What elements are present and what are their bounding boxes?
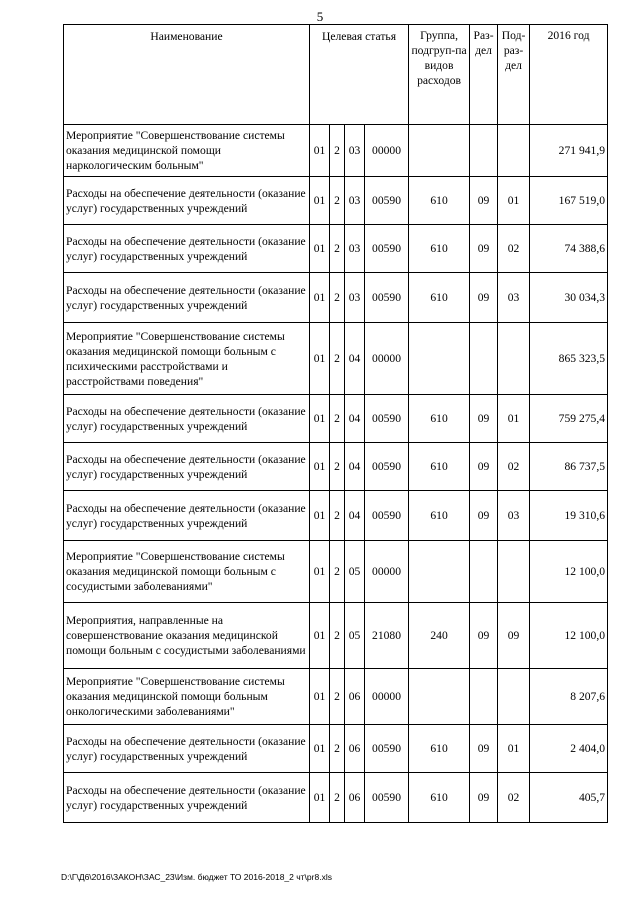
amount-2016: 865 323,5 [530, 323, 608, 395]
row-name: Расходы на обеспечение деятельности (оказание услуг) государственных учреждений [64, 491, 310, 541]
target-program: 01 [310, 323, 330, 395]
amount-2016: 2 404,0 [530, 725, 608, 773]
target-subprogram: 2 [330, 225, 345, 273]
section-code: 09 [470, 603, 498, 669]
target-program: 01 [310, 125, 330, 177]
target-direction: 00590 [365, 273, 409, 323]
target-direction: 00000 [365, 669, 409, 725]
section-code [470, 541, 498, 603]
target-program: 01 [310, 491, 330, 541]
table-row [64, 491, 608, 541]
expense-group: 610 [409, 395, 470, 443]
expense-group: 610 [409, 443, 470, 491]
target-subprogram: 2 [330, 443, 345, 491]
section-code: 09 [470, 725, 498, 773]
target-program: 01 [310, 725, 330, 773]
target-direction: 00000 [365, 323, 409, 395]
amount-2016: 405,7 [530, 773, 608, 823]
expense-group: 610 [409, 773, 470, 823]
amount-2016: 12 100,0 [530, 541, 608, 603]
target-direction: 00590 [365, 773, 409, 823]
header-name: Наименование [64, 25, 310, 125]
target-program: 01 [310, 603, 330, 669]
row-name: Расходы на обеспечение деятельности (оказание услуг) государственных учреждений [64, 443, 310, 491]
budget-table [63, 24, 608, 823]
target-subprogram: 2 [330, 669, 345, 725]
target-subprogram: 2 [330, 725, 345, 773]
target-direction: 00000 [365, 125, 409, 177]
target-program: 01 [310, 177, 330, 225]
section-code: 09 [470, 395, 498, 443]
target-subprogram: 2 [330, 603, 345, 669]
subsection-code: 02 [498, 773, 530, 823]
section-code: 09 [470, 273, 498, 323]
row-name: Мероприятие "Совершенствование системы оказания медицинской помощи наркологическим больным" [64, 125, 310, 177]
target-direction: 00590 [365, 491, 409, 541]
subsection-code: 02 [498, 443, 530, 491]
target-subprogram: 2 [330, 177, 345, 225]
table-row [64, 225, 608, 273]
target-program: 01 [310, 273, 330, 323]
table-row [64, 125, 608, 177]
header-subsection: Под-раз-дел [498, 25, 530, 125]
target-subprogram: 2 [330, 323, 345, 395]
subsection-code [498, 125, 530, 177]
target-direction: 21080 [365, 603, 409, 669]
section-code: 09 [470, 225, 498, 273]
expense-group: 610 [409, 273, 470, 323]
section-code: 09 [470, 491, 498, 541]
target-subprogram: 2 [330, 395, 345, 443]
section-code: 09 [470, 773, 498, 823]
target-direction: 00590 [365, 177, 409, 225]
amount-2016: 19 310,6 [530, 491, 608, 541]
row-name: Расходы на обеспечение деятельности (оказание услуг) государственных учреждений [64, 725, 310, 773]
target-activity: 06 [345, 773, 365, 823]
target-program: 01 [310, 773, 330, 823]
table-header-row [64, 25, 608, 125]
expense-group [409, 669, 470, 725]
file-path-footer: D:\Г\Д6\2016\ЗАКОН\ЗАС_23\Изм. бюджет ТО 2016-2018_2 чт\pr8.xls [61, 872, 332, 882]
header-year: 2016 год [530, 25, 608, 125]
amount-2016: 86 737,5 [530, 443, 608, 491]
header-target: Целевая статья [310, 25, 409, 125]
target-activity: 03 [345, 225, 365, 273]
target-activity: 03 [345, 177, 365, 225]
row-name: Расходы на обеспечение деятельности (оказание услуг) государственных учреждений [64, 225, 310, 273]
subsection-code [498, 323, 530, 395]
amount-2016: 167 519,0 [530, 177, 608, 225]
subsection-code [498, 541, 530, 603]
target-subprogram: 2 [330, 125, 345, 177]
target-program: 01 [310, 443, 330, 491]
table-row [64, 603, 608, 669]
target-program: 01 [310, 225, 330, 273]
expense-group: 240 [409, 603, 470, 669]
target-activity: 06 [345, 725, 365, 773]
subsection-code [498, 669, 530, 725]
amount-2016: 271 941,9 [530, 125, 608, 177]
header-section: Раз-дел [470, 25, 498, 125]
amount-2016: 30 034,3 [530, 273, 608, 323]
amount-2016: 12 100,0 [530, 603, 608, 669]
row-name: Расходы на обеспечение деятельности (оказание услуг) государственных учреждений [64, 395, 310, 443]
target-subprogram: 2 [330, 541, 345, 603]
target-activity: 05 [345, 541, 365, 603]
section-code [470, 669, 498, 725]
row-name: Расходы на обеспечение деятельности (оказание услуг) государственных учреждений [64, 177, 310, 225]
target-program: 01 [310, 669, 330, 725]
table-row [64, 773, 608, 823]
target-activity: 03 [345, 125, 365, 177]
expense-group: 610 [409, 491, 470, 541]
target-direction: 00590 [365, 725, 409, 773]
section-code [470, 125, 498, 177]
expense-group: 610 [409, 225, 470, 273]
target-program: 01 [310, 541, 330, 603]
amount-2016: 8 207,6 [530, 669, 608, 725]
expense-group [409, 541, 470, 603]
target-activity: 04 [345, 395, 365, 443]
table-row [64, 395, 608, 443]
table-row [64, 669, 608, 725]
target-program: 01 [310, 395, 330, 443]
target-activity: 04 [345, 443, 365, 491]
row-name: Мероприятие "Совершенствование системы оказания медицинской помощи больным с сосудистыми заболеваниями" [64, 541, 310, 603]
row-name: Мероприятие "Совершенствование системы оказания медицинской помощи больным с психическими расстройствами и расстройствами поведения" [64, 323, 310, 395]
target-activity: 05 [345, 603, 365, 669]
target-direction: 00590 [365, 443, 409, 491]
target-subprogram: 2 [330, 273, 345, 323]
subsection-code: 03 [498, 273, 530, 323]
expense-group [409, 323, 470, 395]
target-direction: 00590 [365, 225, 409, 273]
table-row [64, 725, 608, 773]
amount-2016: 759 275,4 [530, 395, 608, 443]
section-code [470, 323, 498, 395]
table-row [64, 177, 608, 225]
expense-group: 610 [409, 177, 470, 225]
subsection-code: 02 [498, 225, 530, 273]
row-name: Расходы на обеспечение деятельности (оказание услуг) государственных учреждений [64, 773, 310, 823]
subsection-code: 01 [498, 177, 530, 225]
target-subprogram: 2 [330, 491, 345, 541]
expense-group [409, 125, 470, 177]
target-activity: 03 [345, 273, 365, 323]
row-name: Расходы на обеспечение деятельности (оказание услуг) государственных учреждений [64, 273, 310, 323]
target-subprogram: 2 [330, 773, 345, 823]
amount-2016: 74 388,6 [530, 225, 608, 273]
target-activity: 06 [345, 669, 365, 725]
row-name: Мероприятие "Совершенствование системы оказания медицинской помощи больным онкологическими заболеваниями" [64, 669, 310, 725]
expense-group: 610 [409, 725, 470, 773]
table-row [64, 443, 608, 491]
table-row [64, 323, 608, 395]
table-row [64, 273, 608, 323]
section-code: 09 [470, 177, 498, 225]
subsection-code: 01 [498, 395, 530, 443]
section-code: 09 [470, 443, 498, 491]
subsection-code: 03 [498, 491, 530, 541]
row-name: Мероприятия, направленные на совершенствование оказания медицинской помощи больным с сосудистыми заболеваниями [64, 603, 310, 669]
table-row [64, 541, 608, 603]
target-activity: 04 [345, 491, 365, 541]
subsection-code: 01 [498, 725, 530, 773]
subsection-code: 09 [498, 603, 530, 669]
target-direction: 00590 [365, 395, 409, 443]
header-group: Группа, подгруп-па видов расходов [409, 25, 470, 125]
target-activity: 04 [345, 323, 365, 395]
target-direction: 00000 [365, 541, 409, 603]
page-number: 5 [316, 9, 324, 24]
